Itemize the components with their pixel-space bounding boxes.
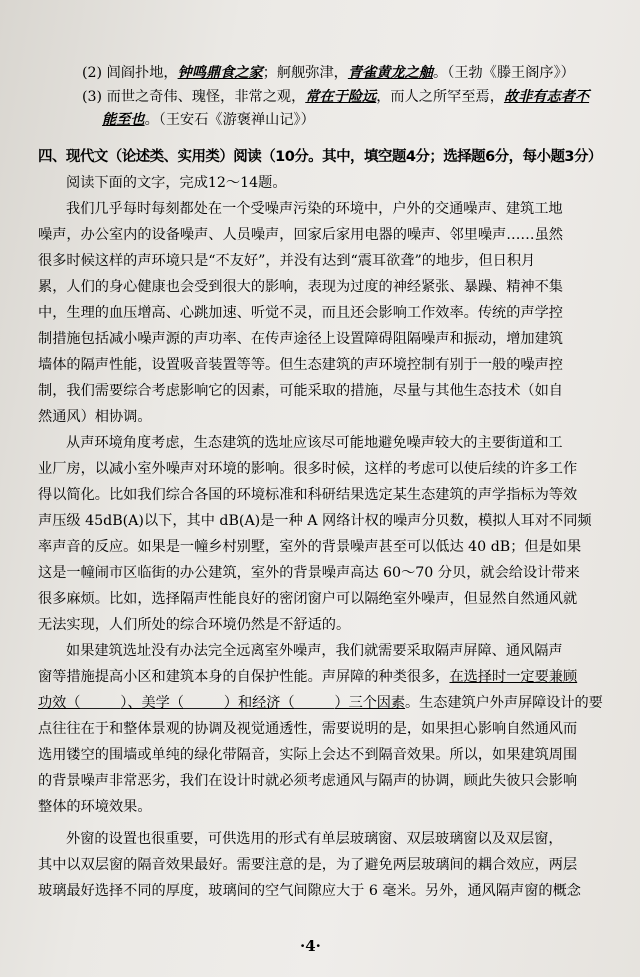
passage-line: 墙体的隔声性能，设置吸音装置等等。但生态建筑的声环境控制有别于一般的噪声控 [38, 357, 563, 373]
passage-line: 这是一幢闹市区临街的办公建筑，室外的背景噪声高达 60～70 分贝，就会给设计带来 [38, 565, 580, 581]
quote-text: ，而人之所罕至焉， [376, 89, 504, 105]
underlined-text: ）和经济（ [223, 695, 295, 711]
answer-blank[interactable] [80, 694, 120, 709]
handwritten-answer: 青雀黄龙之舳 [347, 65, 433, 81]
passage-line: 点往往在于和整体景观的协调及视觉通透性，需要说明的是，如果担心影响自然通风而 [38, 721, 578, 737]
passage-line: 从声环境角度考虑，生态建筑的选址应该尽可能地避免噪声较大的主要街道和工 [66, 435, 563, 451]
passage-line: 很多时候这样的声环境只是“不友好”，并没有达到“震耳欲聋”的地步，但日积月 [38, 253, 536, 269]
handwritten-answer: 钟鸣鼎食之家 [177, 65, 263, 81]
quote-source: 。（王安石《游褒禅山记》） [144, 112, 315, 128]
quote-number: (3) [82, 89, 103, 105]
passage-text: 窗等措施提高小区和建筑本身的自保护性能。声屏障的种类很多， [38, 669, 450, 685]
quote-3 [82, 87, 589, 107]
underlined-text: 功效（ [38, 695, 81, 711]
passage-line: 整体的环境效果。 [38, 799, 152, 815]
answer-blank[interactable] [184, 694, 224, 709]
passage-line: 噪声，办公室内的设备噪声、人员噪声，回家后家用电器的噪声、邻里噪声……虽然 [38, 227, 563, 243]
underlined-text: ）、美学（ [120, 695, 184, 711]
passage-line: 的背景噪声非常恶劣，我们在设计时就必须考虑通风与隔声的协调，顾此失彼只会影响 [38, 773, 578, 789]
quote-number: (2) [82, 65, 103, 81]
passage-line: 中，生理的血压增高、心跳加速、听觉不灵，而且还会影响工作效率。传统的声学控 [38, 305, 563, 321]
underlined-text: 在选择时一定要兼顾 [449, 669, 578, 685]
passage-line: 业厂房，以减小室外噪声对环境的影响。很多时候，这样的考虑可以使后续的许多工作 [38, 461, 578, 477]
passage-line: 我们几乎每时每刻都处在一个受噪声污染的环境中，户外的交通噪声、建筑工地 [66, 201, 563, 217]
passage-line: 制，我们需要综合考虑影响它的因素，可能采取的措施，尽量与其他生态技术（如自 [38, 383, 563, 399]
passage-text: 。生态建筑户外声屏障设计的要 [405, 695, 603, 711]
instruction-text: 阅读下面的文字，完成12～14题。 [66, 175, 287, 191]
handwritten-answer: 常在于险远 [305, 89, 377, 105]
handwritten-answer: 故非有志者不 [503, 89, 590, 105]
passage-line [38, 667, 577, 687]
underlined-text: ）三个因素 [334, 695, 406, 711]
quote-text: ；舸舰弥津， [262, 65, 348, 81]
passage-line: 很多麻烦。比如，选择隔声性能良好的密闭窗户可以隔绝室外噪声，但显然自然通风就 [38, 591, 578, 607]
passage-line: 其中以双层窗的隔音效果最好。需要注意的是，为了避免两层玻璃间的耦合效应，两层 [38, 857, 578, 873]
passage-line: 率声音的反应。如果是一幢乡村别墅，室外的背景噪声甚至可以低达 40 dB；但是如果 [38, 539, 582, 555]
section-title: 四、现代文（论述类、实用类）阅读（10分。其中，填空题4分；选择题6分，每小题3分） [38, 149, 602, 165]
page-number: ·4· [300, 937, 321, 955]
passage-line: 玻璃最好选择不同的厚度，玻璃间的空气间隙应大于 6 毫米。另外，通风隔声窗的概念 [38, 883, 581, 899]
passage-line: 然通风）相协调。 [38, 409, 152, 425]
passage-line: 如果建筑选址没有办法完全远离室外噪声，我们就需要采取隔声屏障、通风隔声 [66, 643, 563, 659]
fill-in-blank-line [38, 693, 603, 713]
passage-line: 累，人们的身心健康也会受到很大的影响，表现为过度的神经紧张、暴躁、精神不集 [38, 279, 563, 295]
quote-2 [82, 63, 575, 83]
passage-line: 制措施包括减小噪声源的声功率、在传声途径上设置障碍阻隔噪声和振动，增加建筑 [38, 331, 563, 347]
passage-line: 无法实现，人们所处的综合环境仍然是不舒适的。 [38, 617, 351, 633]
answer-blank[interactable] [294, 694, 334, 709]
quote-text: 而世之奇伟、瑰怪，非常之观， [106, 89, 306, 105]
handwritten-answer: 能至也 [102, 112, 145, 128]
passage-line: 声压级 45dB(A)以下，其中 dB(A)是一种 A 网络计权的噪声分贝数，模拟人耳对不同频 [38, 513, 592, 529]
passage-line: 得以简化。比如我们综合各国的环境标准和科研结果选定某生态建筑的声学指标为等效 [38, 487, 578, 503]
passage-line: 选用镂空的围墙或单纯的绿化带隔音，实际上会达不到隔音效果。所以，如果建筑周围 [38, 747, 578, 763]
quote-text: 闾阎扑地， [106, 65, 178, 81]
passage-line: 外窗的设置也很重要，可供选用的形式有单层玻璃窗、双层玻璃窗以及双层窗， [66, 831, 563, 847]
quote-source: 。（王勃《滕王阁序》） [433, 65, 575, 81]
quote-3-continued [102, 110, 315, 130]
